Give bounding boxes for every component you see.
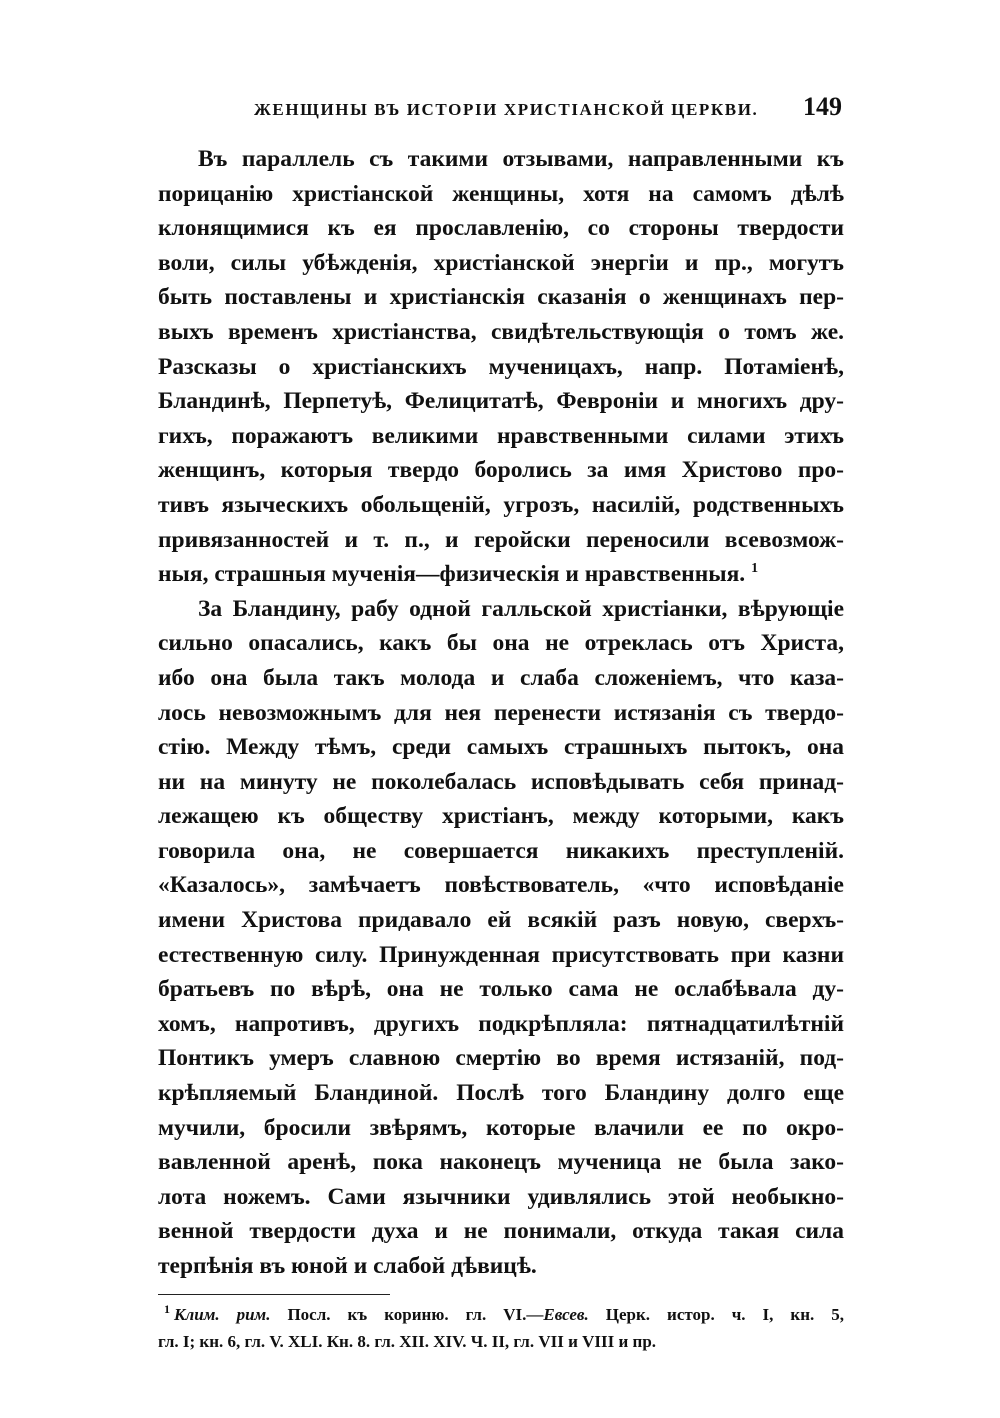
text-line: имени Христова придавало ей всякій разъ новую, сверхъ- xyxy=(158,907,844,934)
text-line: тивъ языческихъ обольщеній, угрозъ, насилій, родственныхъ xyxy=(158,491,844,518)
footnote-line-1 xyxy=(158,1301,844,1328)
text-line: порицанію христіанской женщины, хотя на самомъ дѣлѣ xyxy=(158,180,844,207)
footnote-text: Посл. къ кориню. гл. VI.— xyxy=(287,1304,544,1324)
text-line: венной твердости духа и не понимали, откуда такая сила xyxy=(158,1218,844,1245)
text-line: ныя, страшныя мученія—физическія и нравственныя. xyxy=(158,561,746,588)
footnote-author: Клим. рим. xyxy=(174,1304,271,1324)
text-line: выхъ временъ христіанства, свидѣтельствующія о томъ же. xyxy=(158,318,844,345)
text-line: клонящимися къ ея прославленію, со стороны твердости xyxy=(158,215,844,242)
paragraph-2 xyxy=(158,592,844,1284)
footnote-line-2: гл. I; кн. 6, гл. V. XLI. Кн. 8. гл. XII. XIV. Ч. II, гл. VII и VIII и пр. xyxy=(158,1331,657,1351)
text-line: естественную силу. Принужденная присутствовать при казни xyxy=(158,941,844,968)
text-line: братьевъ по вѣрѣ, она не только сама не ослабѣвала ду- xyxy=(158,976,844,1003)
text-line: лежащею къ обществу христіанъ, между которыми, какъ xyxy=(158,803,844,830)
text-line: женщинъ, которыя твердо боролись за имя Христово про- xyxy=(158,457,844,484)
book-page xyxy=(158,92,844,1355)
text-line: «Казалось», замѣчаетъ повѣствователь, «что исповѣданіе xyxy=(158,872,844,899)
footnote-text: Церк. истор. ч. I, кн. 5, xyxy=(605,1304,844,1324)
text-line: гихъ, поражаютъ великими нравственными силами этихъ xyxy=(158,422,844,449)
text-line: мучили, бросили звѣрямъ, которые влачили ее по окро- xyxy=(158,1114,844,1141)
text-line: хомъ, напротивъ, другихъ подкрѣпляла: пятнадцатилѣтній xyxy=(158,1010,844,1037)
paragraph-1 xyxy=(158,142,844,592)
footnote-marker: 1 xyxy=(164,1301,170,1316)
text-line: стію. Между тѣмъ, среди самыхъ страшныхъ пытокъ, она xyxy=(158,734,844,761)
running-title: ЖЕНЩИНЫ ВЪ ИСТОРІИ ХРИСТІАНСКОЙ ЦЕРКВИ. xyxy=(254,100,759,119)
text-line: воли, силы убѣжденія, христіанской энергіи и пр., могутъ xyxy=(158,249,844,276)
text-line: вавленной аренѣ, пока наконецъ мученица не была зако- xyxy=(158,1149,844,1176)
text-line: За Бландину, рабу одной галльской христіанки, вѣрующіе xyxy=(198,595,844,622)
text-line: крѣпляемый Бландиной. Послѣ того Бландину долго еще xyxy=(158,1080,844,1107)
text-line: лось невозможнымъ для нея перенести истязанія съ твердо- xyxy=(158,699,844,726)
footnote-marker: 1 xyxy=(751,561,759,577)
text-line: Бландинѣ, Перпетуѣ, Фелицитатѣ, Февроніи и многихъ дру- xyxy=(158,388,844,415)
text-line: говорила она, не совершается никакихъ преступленій. xyxy=(158,837,844,864)
footnote xyxy=(158,1301,844,1355)
text-line: лота ножемъ. Сами язычники удивлялись этой необыкно- xyxy=(158,1183,844,1210)
text-line: быть поставлены и христіанскія сказанія о женщинахъ пер- xyxy=(158,284,844,311)
text-line: сильно опасались, какъ бы она не отреклась отъ Христа, xyxy=(158,630,844,657)
text-line: Въ параллель съ такими отзывами, направленными къ xyxy=(198,146,844,172)
page-number: 149 xyxy=(803,92,842,121)
text-line: привязанностей и т. п., и геройски переносили всевозмож- xyxy=(158,526,844,553)
text-line: ибо она была такъ молода и слаба сложеніемъ, что каза- xyxy=(158,664,844,691)
footnote-divider xyxy=(158,1294,390,1295)
footnote-author: Евсев. xyxy=(543,1304,589,1324)
text-line-last xyxy=(158,557,844,592)
text-line: Понтикъ умеръ славною смертію во время истязаній, под- xyxy=(158,1045,844,1072)
body-text xyxy=(158,142,844,1284)
running-head xyxy=(158,92,844,132)
text-line: терпѣнія въ юной и слабой дѣвицѣ. xyxy=(158,1253,537,1279)
text-line: Разсказы о христіанскихъ мученицахъ, напр. Потаміенѣ, xyxy=(158,353,844,380)
text-line: ни на минуту не поколебалась исповѣдывать себя принад- xyxy=(158,768,844,795)
